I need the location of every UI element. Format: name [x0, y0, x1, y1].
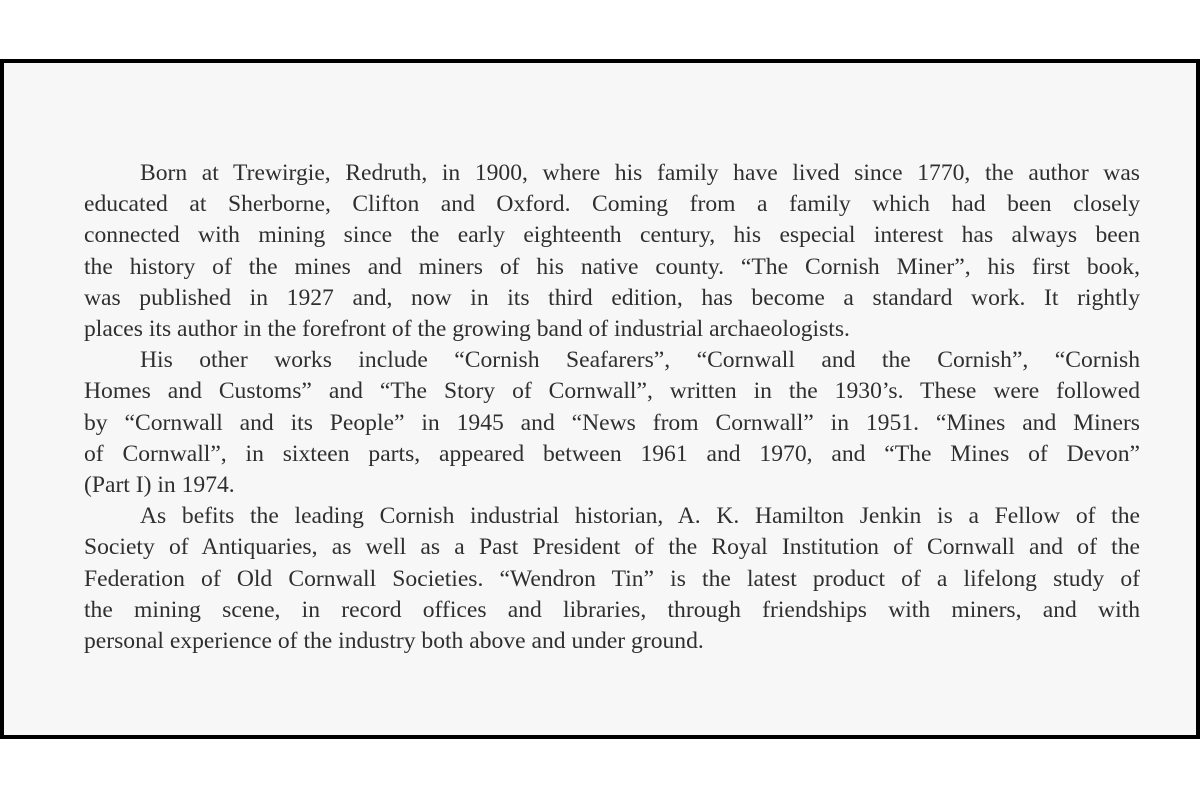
text-line: Born at Trewirgie, Redruth, in 1900, where his family have lived since 1770, the author was	[140, 160, 1140, 186]
paragraph-2	[84, 345, 1140, 501]
text-line: places its author in the forefront of the growing band of industrial archaeologists.	[84, 316, 850, 343]
text-line: His other works include “Cornish Seafarers”, “Cornwall and the Cornish”, “Cornish	[140, 347, 1140, 374]
text-line: educated at Sherborne, Clifton and Oxford. Coming from a family which had been closely	[84, 191, 1140, 218]
text-line: Homes and Customs” and “The Story of Cornwall”, written in the 1930’s. These were followed	[84, 378, 1140, 405]
paragraph-1	[84, 158, 1140, 345]
text-line: of Cornwall”, in sixteen parts, appeared between 1961 and 1970, and “The Mines of Devon”	[84, 440, 1140, 467]
text-line: Society of Antiquaries, as well as a Past President of the Royal Institution of Cornwall and of the	[84, 534, 1140, 561]
text-line: connected with mining since the early eighteenth century, his especial interest has always been	[84, 222, 1140, 249]
page-frame	[0, 59, 1200, 739]
text-line: the history of the mines and miners of his native county. “The Cornish Miner”, his first book,	[84, 253, 1140, 280]
text-line: was published in 1927 and, now in its third edition, has become a standard work. It rightly	[84, 284, 1140, 311]
text-line: As befits the leading Cornish industrial historian, A. K. Hamilton Jenkin is a Fellow of the	[140, 503, 1140, 530]
author-biography	[84, 158, 1140, 657]
paragraph-3	[84, 501, 1140, 657]
text-line: (Part I) in 1974.	[84, 472, 235, 499]
text-line: by “Cornwall and its People” in 1945 and “News from Cornwall” in 1951. “Mines and Miners	[84, 409, 1140, 436]
text-line: the mining scene, in record offices and libraries, through friendships with miners, and with	[84, 596, 1140, 623]
text-line: Federation of Old Cornwall Societies. “Wendron Tin” is the latest product of a lifelong study of	[84, 565, 1140, 592]
text-line: personal experience of the industry both above and under ground.	[84, 628, 704, 655]
